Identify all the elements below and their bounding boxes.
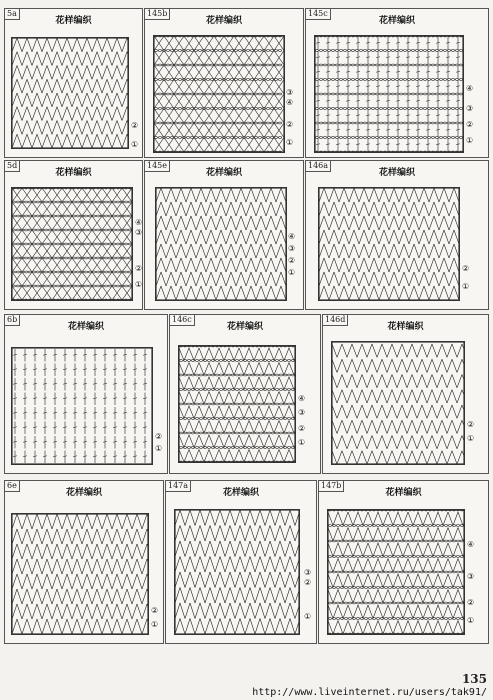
stitch-chart-drawing (12, 188, 132, 300)
stitch-chart-drawing (156, 188, 286, 300)
row-marker: ② (288, 256, 296, 265)
pattern-panel-10 (4, 480, 164, 644)
pattern-title: 花样编织 (65, 488, 102, 498)
row-marker: ① (288, 268, 296, 277)
stitch-chart-drawing (332, 342, 464, 464)
row-marker: ② (131, 121, 139, 130)
row-marker: ① (466, 136, 474, 145)
stitch-chart-drawing (12, 348, 152, 464)
pattern-panel-6 (305, 160, 489, 310)
pattern-panel-8 (169, 314, 321, 474)
pattern-code: 145b (145, 9, 170, 20)
pattern-code: 145e (145, 161, 170, 172)
pattern-panel-12 (318, 480, 489, 644)
pattern-code: 6b (5, 315, 20, 326)
row-marker: ④ (467, 540, 475, 549)
pattern-title: 花样编织 (387, 322, 424, 332)
stitch-chart (153, 35, 285, 153)
stitch-chart-drawing (179, 346, 295, 462)
row-marker: ① (151, 620, 159, 629)
pattern-panel-1 (4, 8, 143, 158)
row-marker: ① (131, 140, 139, 149)
row-marker: ① (304, 612, 312, 621)
row-marker: ② (467, 598, 475, 607)
stitch-chart (11, 37, 129, 149)
page-number: 135 (461, 672, 487, 686)
stitch-chart-drawing (319, 188, 459, 300)
stitch-chart (327, 509, 465, 635)
pattern-code: 147a (166, 481, 191, 492)
row-marker: ① (286, 138, 294, 147)
stitch-chart (11, 187, 133, 301)
stitch-chart (331, 341, 465, 465)
pattern-panel-5 (144, 160, 304, 310)
stitch-chart-drawing (315, 36, 463, 152)
pattern-code: 146d (323, 315, 348, 326)
pattern-panel-11 (165, 480, 317, 644)
pattern-title: 花样编织 (378, 16, 415, 26)
pattern-panel-3 (305, 8, 489, 158)
stitch-chart (11, 513, 149, 635)
row-marker: ② (462, 264, 470, 273)
stitch-chart (178, 345, 296, 463)
pattern-code: 5d (5, 161, 20, 172)
row-marker: ① (155, 444, 163, 453)
row-marker: ③ (286, 88, 294, 97)
stitch-chart-drawing (12, 38, 128, 148)
row-marker: ③ (288, 244, 296, 253)
row-marker: ③ (298, 408, 306, 417)
pattern-title: 花样编织 (378, 168, 415, 178)
pattern-panel-2 (144, 8, 304, 158)
pattern-title: 花样编织 (67, 322, 104, 332)
row-marker: ② (151, 606, 159, 615)
stitch-chart-drawing (12, 514, 148, 634)
pattern-title: 花样编织 (385, 488, 422, 498)
row-marker: ④ (466, 84, 474, 93)
row-marker: ② (135, 264, 143, 273)
pattern-code: 146c (170, 315, 195, 326)
row-marker: ④ (298, 394, 306, 403)
watermark-url: http://www.liveinternet.ru/users/tak91/ (252, 687, 487, 698)
stitch-chart (174, 509, 300, 635)
row-marker: ① (467, 616, 475, 625)
pattern-code: 145c (306, 9, 331, 20)
pattern-title: 花样编织 (222, 488, 259, 498)
row-marker: ① (462, 282, 470, 291)
pattern-title: 花样编织 (55, 16, 92, 26)
row-marker: ② (304, 578, 312, 587)
row-marker: ② (467, 420, 475, 429)
pattern-code: 5a (5, 9, 20, 20)
pattern-code: 146a (306, 161, 331, 172)
stitch-chart (155, 187, 287, 301)
row-marker: ② (466, 120, 474, 129)
stitch-chart-drawing (175, 510, 299, 634)
stitch-chart-drawing (328, 510, 464, 634)
pattern-title: 花样编织 (205, 16, 242, 26)
pattern-panel-7 (4, 314, 168, 474)
row-marker: ③ (135, 228, 143, 237)
row-marker: ② (286, 120, 294, 129)
pattern-title: 花样编织 (55, 168, 92, 178)
row-marker: ② (298, 424, 306, 433)
row-marker: ④ (288, 232, 296, 241)
stitch-chart-drawing (154, 36, 284, 152)
row-marker: ④ (286, 98, 294, 107)
row-marker: ③ (467, 572, 475, 581)
row-marker: ① (467, 434, 475, 443)
row-marker: ② (155, 432, 163, 441)
pattern-title: 花样编织 (226, 322, 263, 332)
pattern-code: 6e (5, 481, 20, 492)
pattern-code: 147b (319, 481, 344, 492)
pattern-title: 花样编织 (205, 168, 242, 178)
stitch-chart (11, 347, 153, 465)
row-marker: ④ (135, 218, 143, 227)
stitch-chart (314, 35, 464, 153)
stitch-chart (318, 187, 460, 301)
row-marker: ③ (466, 104, 474, 113)
row-marker: ① (135, 280, 143, 289)
row-marker: ③ (304, 568, 312, 577)
row-marker: ① (298, 438, 306, 447)
pattern-panel-4 (4, 160, 143, 310)
pattern-panel-9 (322, 314, 489, 474)
